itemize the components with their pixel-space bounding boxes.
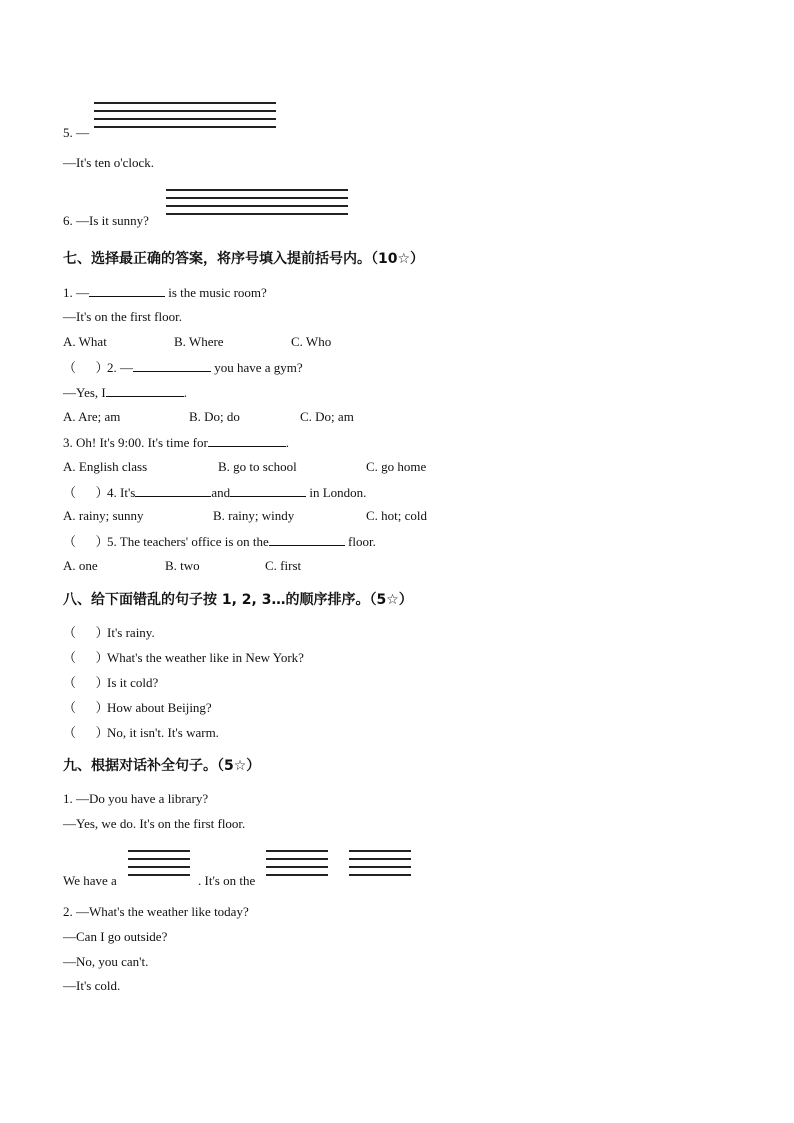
blank[interactable] <box>208 434 286 447</box>
s7-q1-line2: —It's on the first floor. <box>63 309 182 324</box>
answer-paren[interactable]: （ ） <box>63 725 109 740</box>
s7-q4-option-b: B. rainy; windy <box>213 508 295 523</box>
order-item <box>63 650 304 666</box>
s7-q2-option-a: A. Are; am <box>63 409 121 424</box>
s9-q1-sentence-mid: . It's on the <box>198 873 256 888</box>
s7-q1: 1. — is the music room? <box>63 285 267 300</box>
answer-paren[interactable]: （ ） <box>63 534 109 549</box>
s7-q5-option-a: A. one <box>63 558 98 573</box>
writing-lines-s9-2[interactable] <box>266 850 328 876</box>
s9-q1-l1: 1. —Do you have a library? <box>63 791 209 806</box>
q5-prefix: 5. — <box>63 125 89 140</box>
s7-q2-option-b: B. Do; do <box>189 409 240 424</box>
s7-q3-option-c: C. go home <box>366 459 427 474</box>
s9-q2-l2: —Can I go outside? <box>63 929 168 944</box>
order-item-text: How about Beijing? <box>107 700 212 715</box>
order-item-text: Is it cold? <box>107 675 159 690</box>
s7-q2: （ ）2. — you have a gym? <box>63 360 303 375</box>
order-item-text: No, it isn't. It's warm. <box>107 725 219 740</box>
s7-q4: （ ）4. It's and in London. <box>63 485 367 500</box>
s9-q2-l1: 2. —What's the weather like today? <box>63 904 249 919</box>
writing-lines-s9-1[interactable] <box>128 850 190 876</box>
s9-q2-l3: —No, you can't. <box>63 954 149 969</box>
blank[interactable] <box>133 359 211 372</box>
s7-q1-option-b: B. Where <box>174 334 224 349</box>
q5-answer: —It's ten o'clock. <box>63 155 154 170</box>
answer-paren[interactable]: （ ） <box>63 650 109 665</box>
answer-paren[interactable]: （ ） <box>63 625 109 640</box>
blank[interactable] <box>135 484 211 497</box>
writing-lines-q5[interactable] <box>94 102 276 128</box>
blank[interactable] <box>269 533 345 546</box>
order-item <box>63 625 155 641</box>
answer-paren[interactable]: （ ） <box>63 485 109 500</box>
s7-q5: （ ）5. The teachers' office is on the floor. <box>63 534 376 549</box>
s7-q2-option-c: C. Do; am <box>300 409 354 424</box>
order-item <box>63 675 158 691</box>
blank[interactable] <box>106 384 184 397</box>
q6-prefix: 6. —Is it sunny? <box>63 213 149 228</box>
s7-q3-option-a: A. English class <box>63 459 148 474</box>
order-item-text: It's rainy. <box>107 625 155 640</box>
s7-q3-option-b: B. go to school <box>218 459 297 474</box>
blank[interactable] <box>230 484 306 497</box>
order-item-text: What's the weather like in New York? <box>107 650 304 665</box>
s9-q1-l2: —Yes, we do. It's on the first floor. <box>63 816 246 831</box>
section7-title: 七、选择最正确的答案，将序号填入提前括号内。（10☆） <box>63 251 425 267</box>
answer-paren[interactable]: （ ） <box>63 675 109 690</box>
s7-q4-option-c: C. hot; cold <box>366 508 428 523</box>
blank[interactable] <box>89 284 165 297</box>
s7-q2-line2: —Yes, I . <box>63 385 187 400</box>
writing-lines-q6[interactable] <box>166 189 348 215</box>
s7-q1-option-a: A. What <box>63 334 107 349</box>
s7-q4-option-a: A. rainy; sunny <box>63 508 144 523</box>
s7-q1-option-c: C. Who <box>291 334 332 349</box>
s7-q5-option-b: B. two <box>165 558 200 573</box>
answer-paren[interactable]: （ ） <box>63 360 109 375</box>
order-item <box>63 725 219 741</box>
s9-q2-l4: —It's cold. <box>63 978 121 993</box>
answer-paren[interactable]: （ ） <box>63 700 109 715</box>
order-item <box>63 700 212 716</box>
writing-lines-s9-3[interactable] <box>349 850 411 876</box>
s9-q1-sentence-pre: We have a <box>63 873 117 888</box>
s7-q3: 3. Oh! It's 9:00. It's time for . <box>63 435 290 450</box>
section9-title: 九、根据对话补全句子。（5☆） <box>63 758 261 774</box>
section8-title: 八、给下面错乱的句子按 1, 2, 3…的顺序排序。（5☆） <box>63 592 413 608</box>
s7-q5-option-c: C. first <box>265 558 302 573</box>
